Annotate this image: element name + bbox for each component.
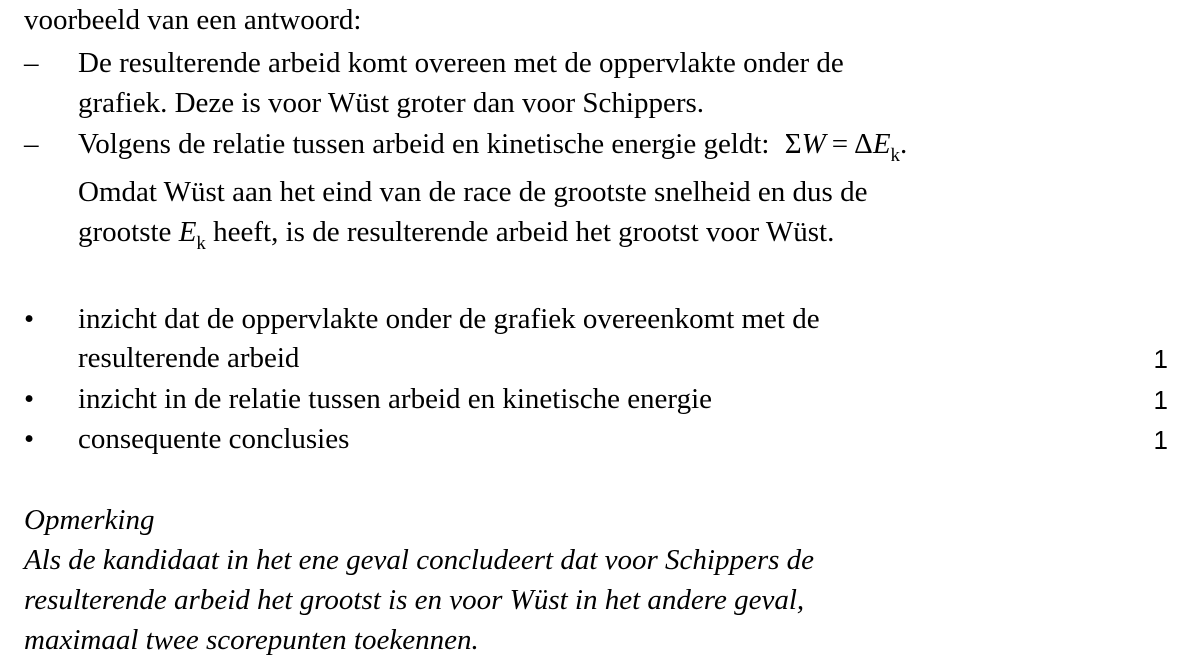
kinetic-energy-k-subscript: k — [196, 233, 206, 254]
formula-e: E — [872, 128, 891, 160]
bullet-marker: • — [24, 383, 35, 415]
formula-delta: Δ — [854, 128, 873, 160]
work-energy-formula — [784, 128, 908, 166]
answer-text: heeft, is de resulterende arbeid het grootst voor Wüst. — [213, 216, 835, 248]
dash-marker: – — [24, 128, 39, 160]
remark-line3: maximaal twee scorepunten toekennen. — [24, 624, 479, 656]
formula-equals: = — [831, 128, 849, 160]
remark-title: Opmerking — [24, 504, 155, 536]
answer-point1-line1: De resulterende arbeid komt overeen met de oppervlakte onder de — [78, 47, 844, 79]
formula-sigma: Σ — [784, 128, 802, 160]
scoring-item1-points: 1 — [1153, 344, 1168, 374]
answer-point2-line3: Omdat Wüst aan het eind van de race de grootste snelheid en dus de — [78, 176, 868, 208]
answer-intro: voorbeeld van een antwoord: — [24, 4, 362, 36]
remark-line2: resulterende arbeid het grootst is en voor Wüst in het andere geval, — [24, 584, 805, 616]
dash-marker: – — [24, 47, 39, 79]
scoring-item3-points: 1 — [1153, 425, 1168, 455]
answer-point2-text: Volgens de relatie tussen arbeid en kinetische energie geldt: — [78, 128, 770, 160]
scoring-item1-line1: inzicht dat de oppervlakte onder de grafiek overeenkomt met de — [78, 303, 820, 335]
kinetic-energy-e: E — [178, 216, 197, 248]
bullet-marker: • — [24, 303, 35, 335]
formula-k-subscript: k — [890, 145, 901, 166]
answer-point2-line4 — [78, 216, 835, 254]
remark-line1: Als de kandidaat in het ene geval concludeert dat voor Schippers de — [24, 544, 815, 576]
answer-point1-line2: grafiek. Deze is voor Wüst groter dan voor Schippers. — [78, 87, 705, 119]
scoring-item3-line1: consequente conclusies — [78, 423, 350, 455]
formula-period: . — [900, 128, 908, 160]
answer-point2-line1 — [78, 128, 908, 166]
formula-w: W — [801, 128, 826, 160]
scoring-item2-points: 1 — [1153, 385, 1168, 415]
scoring-item1-line2: resulterende arbeid — [78, 342, 300, 374]
scoring-item2-line1: inzicht in de relatie tussen arbeid en kinetische energie — [78, 383, 712, 415]
answer-text: grootste — [78, 216, 172, 248]
bullet-marker: • — [24, 423, 35, 455]
